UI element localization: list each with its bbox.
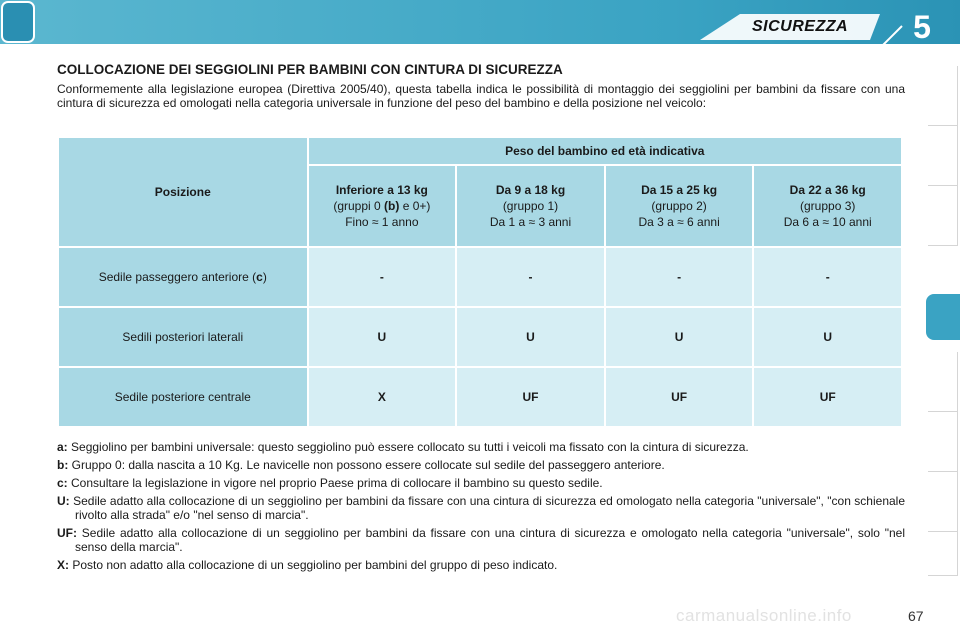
note-key: X:: [57, 558, 69, 572]
table-cell: U: [753, 307, 902, 367]
side-tab[interactable]: [928, 472, 958, 532]
table-cell: UF: [605, 367, 754, 427]
note-text: Gruppo 0: dalla nascita a 10 Kg. Le navicelle non possono essere collocate sul sedile del passeggero anteriore.: [71, 458, 665, 472]
side-tab[interactable]: [928, 186, 958, 246]
side-tab-active[interactable]: [926, 294, 960, 340]
side-tab[interactable]: [928, 352, 958, 412]
chapter-badge-icon: [0, 0, 36, 44]
weight-label: Da 15 a 25 kg: [641, 183, 718, 197]
note-item: [57, 494, 905, 522]
note-text: Seggiolino per bambini universale: questo seggiolino può essere collocato su tutti i veicoli ma fissato con la cintura di sicurezza.: [71, 440, 749, 454]
notes-list: [57, 440, 905, 576]
weight-label: Inferiore a 13 kg: [335, 183, 428, 197]
note-text: Consultare la legislazione in vigore nel proprio Paese prima di collocare il bambino su questo sedile.: [71, 476, 603, 490]
table-row: [58, 367, 902, 427]
group-label: (gruppi 0 (b) e 0+): [333, 199, 431, 213]
table-cell: U: [456, 307, 605, 367]
note-item: [57, 440, 905, 454]
watermark: carmanualsonline.info: [676, 606, 852, 625]
note-item: [57, 558, 905, 572]
document-title: COLLOCAZIONE DEI SEGGIOLINI PER BAMBINI CON CINTURA DI SICUREZZA: [57, 62, 563, 77]
note-item: [57, 526, 905, 554]
table-cell: -: [753, 247, 902, 307]
table-row: [58, 307, 902, 367]
note-text: Posto non adatto alla collocazione di un seggiolino per bambini del gruppo di peso indicato.: [72, 558, 558, 572]
page-number: 67: [908, 608, 924, 624]
age-label: Da 3 a ≈ 6 anni: [638, 215, 720, 229]
side-tab[interactable]: [928, 412, 958, 472]
table-cell: -: [308, 247, 457, 307]
note-key: b:: [57, 458, 69, 472]
weight-label: Da 22 a 36 kg: [789, 183, 866, 197]
note-key: U:: [57, 494, 70, 508]
note-item: [57, 458, 905, 472]
section-title: SICUREZZA: [752, 18, 849, 35]
note-text: Sedile adatto alla collocazione di un seggiolino per bambini da fissare con una cintura di sicurezza e omologato nella categoria "universale", solo "nel senso della marcia".: [75, 526, 905, 554]
table-cell: -: [605, 247, 754, 307]
table-row: [58, 247, 902, 307]
row-label: Sedile passeggero anteriore (c): [58, 247, 308, 307]
column-header: [308, 165, 457, 247]
note-key: c:: [57, 476, 68, 490]
side-tab[interactable]: [928, 126, 958, 186]
chapter-side-tabs: [928, 66, 960, 576]
table-cell: -: [456, 247, 605, 307]
table-cell: U: [308, 307, 457, 367]
group-label: (gruppo 1): [502, 199, 559, 213]
side-tab[interactable]: [928, 66, 958, 126]
row-label: Sedile posteriore centrale: [58, 367, 308, 427]
chapter-number: 5: [913, 9, 931, 45]
table-cell: UF: [753, 367, 902, 427]
row-label: Sedili posteriori laterali: [58, 307, 308, 367]
column-header: [753, 165, 902, 247]
note-item: [57, 476, 905, 490]
weight-label: Da 9 a 18 kg: [495, 183, 566, 197]
group-label: (gruppo 2): [651, 199, 707, 213]
note-key: a:: [57, 440, 68, 454]
position-header: Posizione: [58, 137, 308, 247]
intro-paragraph: Conformemente alla legislazione europea (Direttiva 2005/40), questa tabella indica le possibilità di montaggio dei seggiolini per bambini da fissare con una cintura di sicurezza ed omologati nella categoria universale in funzione del peso del bambino e della posizione nel veicolo:: [57, 82, 905, 110]
side-tab[interactable]: [928, 532, 958, 576]
table-cell: UF: [456, 367, 605, 427]
weight-group-header: Peso del bambino ed età indicativa: [308, 137, 902, 165]
age-label: Da 1 a ≈ 3 anni: [489, 215, 572, 229]
note-key: UF:: [57, 526, 77, 540]
column-header: [605, 165, 754, 247]
header-band: [0, 0, 960, 52]
table-cell: U: [605, 307, 754, 367]
group-label: (gruppo 3): [800, 199, 856, 213]
table-cell: X: [308, 367, 457, 427]
child-seat-table: [57, 136, 903, 428]
age-label: Fino ≈ 1 anno: [345, 215, 419, 229]
note-text: Sedile adatto alla collocazione di un seggiolino per bambini da fissare con una cintura di sicurezza ed omologato nella categoria "universale", "con schienale rivolto alla strada" e/o "nel senso di marcia".: [73, 494, 906, 522]
column-header: [456, 165, 605, 247]
age-label: Da 6 a ≈ 10 anni: [783, 215, 872, 229]
